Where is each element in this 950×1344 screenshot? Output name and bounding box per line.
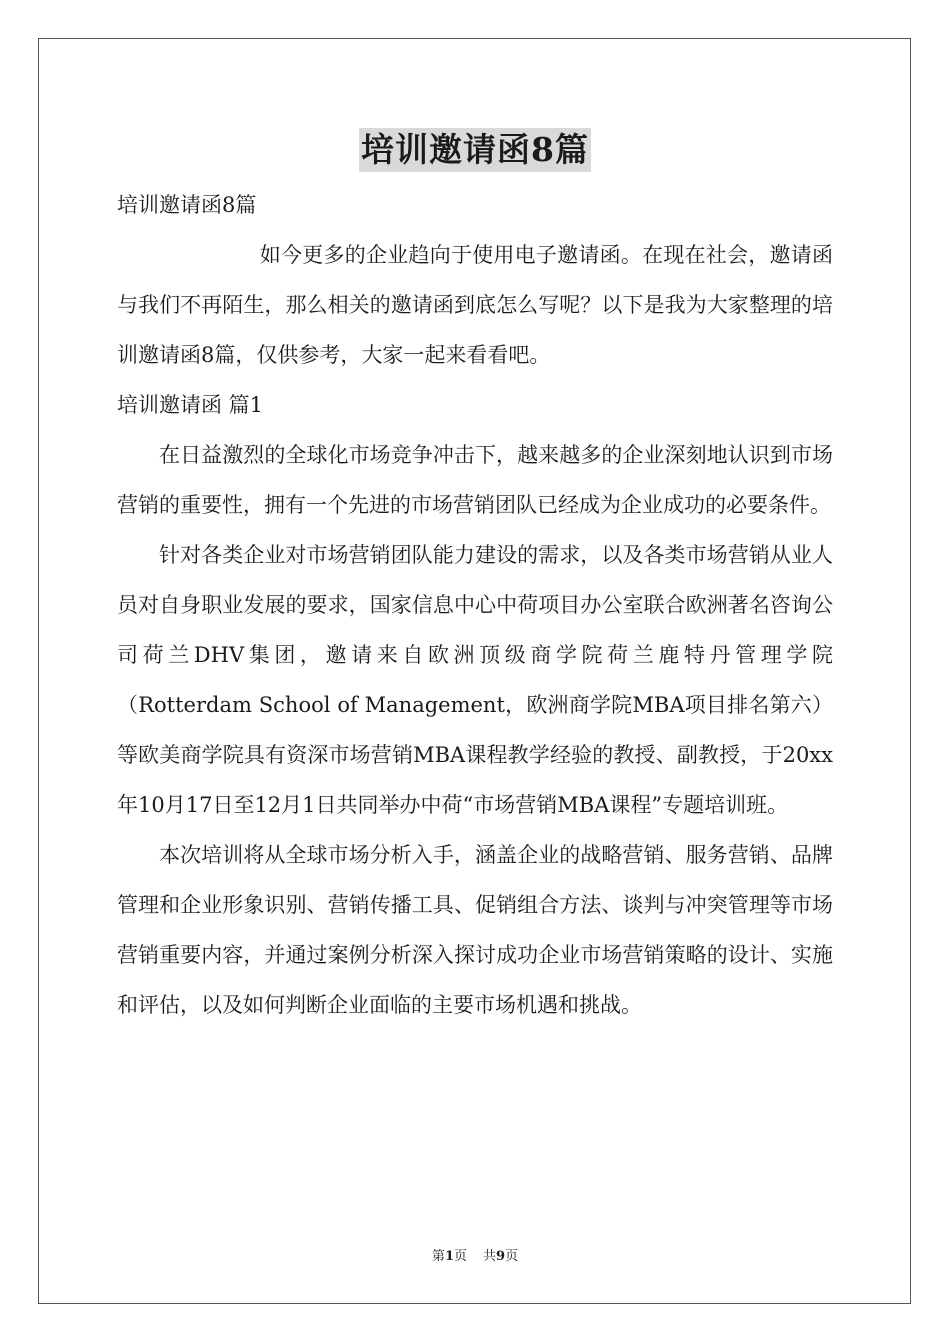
body-paragraph-3: 本次培训将从全球市场分析入手，涵盖企业的战略营销、服务营销、品牌管理和企业形象识别、营销传播工具、促销组合方法、谈判与冲突管理等市场营销重要内容，并通过案例分析深入探讨成功企业市场营销策略的设计、实施和评估，以及如何判断企业面临的主要市场机遇和挑战。 [117, 843, 833, 1017]
body-paragraph-1: 在日益激烈的全球化市场竞争冲击下，越来越多的企业深刻地认识到市场营销的重要性，拥有一个先进的市场营销团队已经成为企业成功的必要条件。 [117, 443, 833, 517]
footer-page-mid: 页 [453, 1249, 467, 1264]
page-footer [0, 1248, 950, 1266]
document-body [117, 180, 833, 1030]
title-container [0, 128, 950, 172]
footer-total-prefix: 共 [483, 1249, 497, 1264]
section-heading: 培训邀请函 篇1 [117, 393, 264, 417]
footer-page-prefix: 第 [431, 1249, 445, 1264]
footer-total-suffix: 页 [505, 1249, 519, 1264]
footer-page-total: 9 [496, 1249, 506, 1264]
document-subtitle: 培训邀请函8篇 [117, 193, 257, 217]
body-paragraph-2: 针对各类企业对市场营销团队能力建设的需求，以及各类市场营销从业人员对自身职业发展的要求，国家信息中心中荷项目办公室联合欧洲著名咨询公司荷兰DHV集团，邀请来自欧洲顶级商学院荷兰鹿特丹管理学院（Rotterdam School of Management，欧洲商学院MBA项目排名第六）等欧美商学院具有资深市场营销MBA课程教学经验的教授、副教授，于20xx年10月17日至12月1日共同举办中荷“市场营销MBA课程”专题培训班。 [117, 543, 833, 817]
document-title: 培训邀请函8篇 [359, 128, 591, 172]
footer-page-current: 1 [444, 1249, 454, 1264]
intro-paragraph: 如今更多的企业趋向于使用电子邀请函。在现在社会，邀请函与我们不再陌生，那么相关的邀请函到底怎么写呢？以下是我为大家整理的培训邀请函8篇，仅供参考，大家一起来看看吧。 [117, 243, 833, 367]
